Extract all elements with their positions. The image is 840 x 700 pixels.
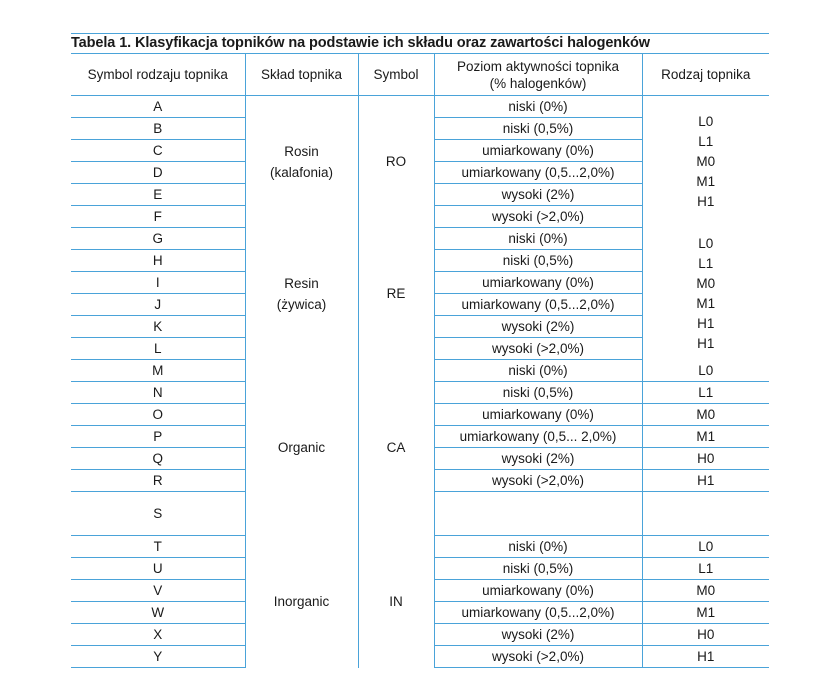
composition-symbol-cell: IN (358, 536, 434, 668)
flux-type-cell: H0 (642, 448, 769, 470)
flux-type-cell: L0 (642, 536, 769, 558)
flux-type-symbol-cell: N (71, 382, 245, 404)
flux-type-cell: M1 (642, 602, 769, 624)
flux-type-cell: L1 (642, 382, 769, 404)
activity-level-cell: wysoki (>2,0%) (434, 646, 642, 668)
table-row (71, 360, 769, 382)
activity-level-cell: niski (0,5%) (434, 250, 642, 272)
table-body (71, 96, 769, 668)
composition-name: Organic (277, 440, 326, 455)
flux-type-code: M1 (696, 173, 716, 189)
table-row (71, 96, 769, 118)
flux-type-code: H1 (697, 315, 715, 331)
flux-type-symbol-cell: L (71, 338, 245, 360)
activity-level-cell: umiarkowany (0,5...2,0%) (434, 162, 642, 184)
activity-level-cell: umiarkowany (0,5... 2,0%) (434, 426, 642, 448)
table-row (71, 536, 769, 558)
flux-type-symbol-cell: I (71, 272, 245, 294)
header-symbol: Symbol (358, 54, 434, 96)
activity-level-cell: wysoki (2%) (434, 448, 642, 470)
header-activity-level (434, 54, 642, 96)
flux-type-symbol-cell: Y (71, 646, 245, 668)
composition-name: Rosin (284, 143, 319, 159)
flux-type-cell (642, 228, 769, 360)
activity-level-cell: niski (0%) (434, 228, 642, 250)
flux-type-symbol-cell: T (71, 536, 245, 558)
activity-level-cell (434, 492, 642, 536)
activity-level-cell: niski (0,5%) (434, 118, 642, 140)
activity-level-cell: wysoki (2%) (434, 316, 642, 338)
flux-type-code: H1 (697, 193, 715, 209)
flux-type-symbol-cell: H (71, 250, 245, 272)
composition-cell (245, 96, 358, 228)
composition-translation: (kalafonia) (269, 164, 334, 180)
flux-type-symbol-cell: K (71, 316, 245, 338)
activity-level-cell: niski (0%) (434, 360, 642, 382)
flux-type-code: H1 (697, 335, 715, 351)
flux-type-symbol-cell: A (71, 96, 245, 118)
flux-type-code: M0 (696, 275, 716, 291)
composition-cell (245, 360, 358, 536)
activity-level-cell: niski (0%) (434, 536, 642, 558)
table-caption: Tabela 1. Klasyfikacja topników na podstawie ich składu oraz zawartości halogenków (71, 33, 769, 53)
activity-level-cell: wysoki (>2,0%) (434, 206, 642, 228)
flux-type-symbol-cell: Q (71, 448, 245, 470)
header-activity-level-line2: (% halogenków) (489, 75, 587, 91)
flux-type-symbol-cell: W (71, 602, 245, 624)
flux-type-cell: H0 (642, 624, 769, 646)
activity-level-cell: umiarkowany (0,5...2,0%) (434, 294, 642, 316)
activity-level-cell: wysoki (2%) (434, 624, 642, 646)
flux-type-symbol-cell: M (71, 360, 245, 382)
activity-level-cell: umiarkowany (0%) (434, 272, 642, 294)
flux-type-cell: M1 (642, 426, 769, 448)
header-flux-type-symbol: Symbol rodzaju topnika (71, 54, 245, 96)
flux-type-symbol-cell: R (71, 470, 245, 492)
activity-level-cell: umiarkowany (0%) (434, 580, 642, 602)
composition-symbol-cell: CA (358, 360, 434, 536)
flux-type-symbol-cell: F (71, 206, 245, 228)
flux-type-symbol-cell: J (71, 294, 245, 316)
header-composition: Skład topnika (245, 54, 358, 96)
activity-level-cell: niski (0,5%) (434, 558, 642, 580)
flux-type-symbol-cell: B (71, 118, 245, 140)
composition-name: Resin (284, 275, 319, 291)
flux-type-cell: L0 (642, 360, 769, 382)
header-row (71, 54, 769, 96)
flux-type-code: L1 (698, 255, 714, 271)
activity-level-cell: wysoki (>2,0%) (434, 338, 642, 360)
flux-type-cell (642, 96, 769, 228)
flux-type-cell: H1 (642, 470, 769, 492)
composition-symbol-cell: RO (358, 96, 434, 228)
flux-type-symbol-cell: G (71, 228, 245, 250)
flux-type-cell (642, 492, 769, 536)
table-container (71, 33, 769, 668)
flux-type-code: L0 (698, 235, 714, 251)
flux-type-symbol-cell: S (71, 492, 245, 536)
flux-type-code: L1 (698, 133, 714, 149)
activity-level-cell: umiarkowany (0%) (434, 404, 642, 426)
flux-type-cell: H1 (642, 646, 769, 668)
flux-type-symbol-cell: X (71, 624, 245, 646)
flux-type-cell: M0 (642, 404, 769, 426)
flux-type-symbol-cell: O (71, 404, 245, 426)
flux-type-code: L0 (698, 113, 714, 129)
flux-type-cell: M0 (642, 580, 769, 602)
activity-level-cell: wysoki (2%) (434, 184, 642, 206)
flux-type-code: M1 (696, 295, 716, 311)
flux-type-symbol-cell: P (71, 426, 245, 448)
composition-symbol-cell: RE (358, 228, 434, 360)
composition-name: Inorganic (273, 594, 330, 609)
flux-type-symbol-cell: E (71, 184, 245, 206)
flux-classification-table (71, 53, 769, 668)
activity-level-cell: umiarkowany (0,5...2,0%) (434, 602, 642, 624)
composition-cell (245, 536, 358, 668)
flux-type-symbol-cell: U (71, 558, 245, 580)
composition-cell (245, 228, 358, 360)
activity-level-cell: umiarkowany (0%) (434, 140, 642, 162)
composition-translation: (żywica) (276, 296, 327, 312)
flux-type-symbol-cell: V (71, 580, 245, 602)
activity-level-cell: wysoki (>2,0%) (434, 470, 642, 492)
header-flux-type: Rodzaj topnika (642, 54, 769, 96)
flux-type-code: M0 (696, 153, 716, 169)
flux-type-cell: L1 (642, 558, 769, 580)
header-activity-level-line1: Poziom aktywności topnika (456, 58, 620, 74)
activity-level-cell: niski (0,5%) (434, 382, 642, 404)
table-row (71, 228, 769, 250)
flux-type-symbol-cell: D (71, 162, 245, 184)
activity-level-cell: niski (0%) (434, 96, 642, 118)
flux-type-symbol-cell: C (71, 140, 245, 162)
